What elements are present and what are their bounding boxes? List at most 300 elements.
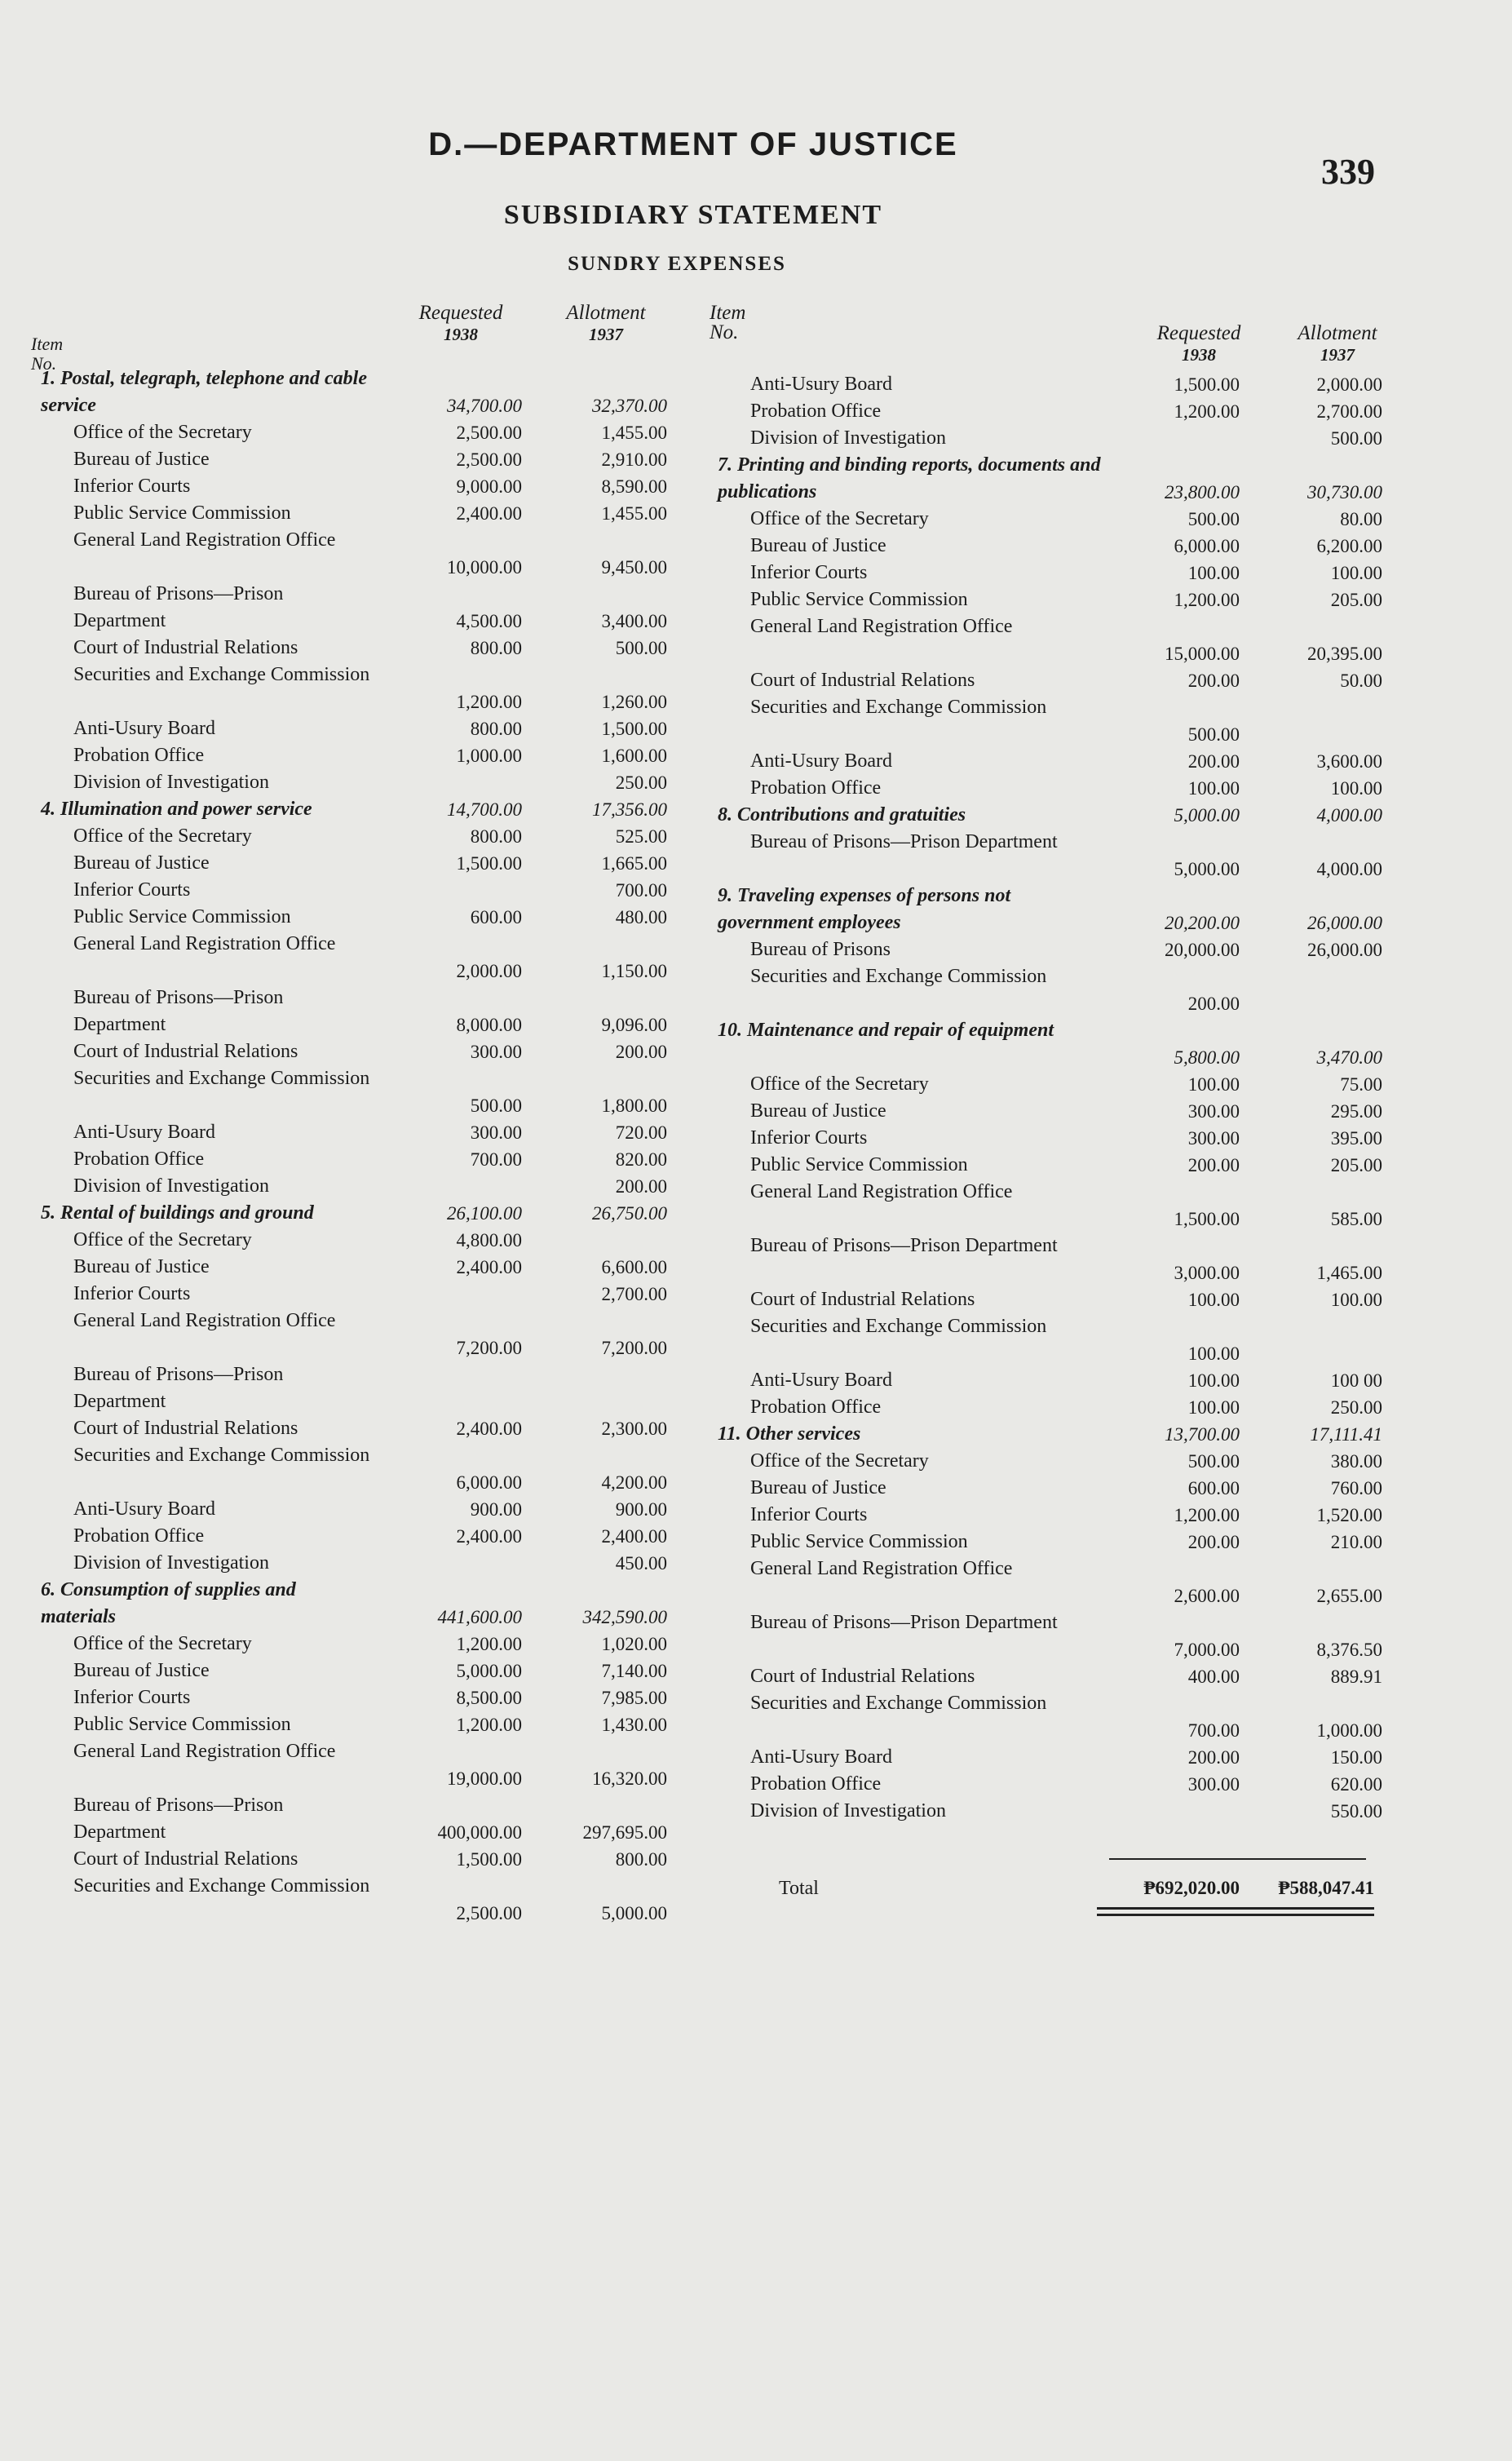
allotment-value: 1,150.00 [601,961,667,981]
ledger-row [41,1738,742,1792]
requested-value: 100.00 [1187,1370,1240,1391]
ledger-row [41,1846,742,1873]
ledger-row [718,613,1419,667]
allotment-value: 250.00 [1330,1397,1382,1418]
allotment-year: 1937 [1320,345,1355,365]
requested-value: 1,500.00 [456,853,522,874]
office-label: Bureau of Justice [73,1256,210,1277]
allotment-value: 250.00 [615,772,667,793]
allotment-value: 395.00 [1330,1128,1382,1149]
requested-value: 100.00 [1187,1290,1240,1310]
office-label: Anti-Usury Board [750,374,892,395]
requested-value: 100.00 [1187,1074,1240,1095]
allotment-value: 205.00 [1330,1155,1382,1175]
allotment-value: 342,590.00 [582,1607,667,1627]
ledger-row [718,1367,1419,1394]
ledger-row [718,398,1419,425]
requested-value: 5,000.00 [456,1661,522,1681]
ledger-row [41,931,742,985]
category-label: 6. Consumption of supplies and materials [41,1579,296,1627]
ledger-row [41,769,742,796]
allotment-value: 1,800.00 [601,1095,667,1116]
requested-value: 1,500.00 [1174,1209,1240,1229]
ledger-row [41,662,742,715]
department-heading: D.—DEPARTMENT OF JUSTICE [428,126,958,162]
requested-value: 15,000.00 [1165,644,1240,664]
allotment-value: 500.00 [1330,428,1382,449]
allotment-value: 2,700.00 [601,1284,667,1304]
allotment-value: 1,520.00 [1316,1505,1382,1525]
allotment-value: 100 00 [1330,1370,1382,1391]
office-label: Court of Industrial Relations [73,1848,298,1870]
office-label: General Land Registration Office [73,933,336,954]
category-label: 11. Other services [718,1423,861,1445]
office-label: Court of Industrial Relations [73,1041,298,1062]
category-row [41,1200,742,1227]
allotment-value: 3,470.00 [1316,1047,1382,1068]
requested-value: 300.00 [1187,1774,1240,1795]
requested-value: 100.00 [1187,1343,1240,1364]
ledger-row [41,1038,742,1065]
allotment-value: 6,600.00 [601,1257,667,1277]
ledger-row [41,1281,742,1308]
office-label: Public Service Commission [73,502,291,524]
allotment-value: 2,300.00 [601,1419,667,1439]
allotment-value: 1,260.00 [601,692,667,712]
office-label: Court of Industrial Relations [750,670,975,691]
requested-value: 500.00 [1187,724,1240,745]
requested-label: Requested [418,302,503,324]
office-label: Public Service Commission [73,906,291,927]
category-row [41,1577,742,1631]
requested-year: 1938 [444,325,478,344]
office-label: Office of the Secretary [73,1229,252,1250]
requested-value: 26,100.00 [447,1203,522,1224]
allotment-value: 200.00 [615,1042,667,1062]
ledger-row [41,635,742,662]
allotment-value: 30,730.00 [1307,482,1382,502]
office-label: Securities and Exchange Commission [73,1445,370,1466]
office-label: Inferior Courts [73,1687,191,1708]
total-double-rule-2 [1097,1914,1374,1916]
category-row [718,1421,1419,1448]
office-label: Securities and Exchange Commission [750,1693,1047,1714]
requested-value: 300.00 [1187,1128,1240,1149]
requested-header-left [400,302,522,346]
requested-value: 14,700.00 [447,799,522,820]
allotment-value: 1,020.00 [601,1634,667,1654]
allotment-value: 8,376.50 [1316,1640,1382,1660]
requested-year: 1938 [1182,345,1216,365]
ledger-row [718,1798,1419,1825]
ledger-row [41,1442,742,1496]
allotment-value: 7,140.00 [601,1661,667,1681]
allotment-value: 500.00 [615,638,667,658]
requested-value: 700.00 [1187,1720,1240,1741]
requested-value: 2,600.00 [1174,1586,1240,1606]
ledger-row [718,1502,1419,1529]
requested-value: 100.00 [1187,1397,1240,1418]
requested-value: 200.00 [1187,1155,1240,1175]
total-allotment: ₱588,047.41 [1278,1878,1374,1898]
ledger-row [718,371,1419,398]
allotment-value: 1,455.00 [601,423,667,443]
ledger-row [41,1658,742,1684]
office-label: Bureau of Prisons—Prison Department [750,831,1058,852]
allotment-value: 700.00 [615,880,667,901]
office-label: Inferior Courts [73,1283,191,1304]
ledger-row [41,1361,742,1415]
requested-value: 500.00 [1187,509,1240,529]
office-label: Securities and Exchange Commission [750,966,1047,987]
allotment-value: 900.00 [615,1499,667,1520]
requested-value: 4,800.00 [456,1230,522,1250]
category-row [718,1017,1419,1071]
office-label: Inferior Courts [73,476,191,497]
ledger-row [41,1873,742,1927]
requested-value: 800.00 [470,638,522,658]
office-label: Division of Investigation [73,772,269,793]
category-row [718,802,1419,829]
requested-value: 7,200.00 [456,1338,522,1358]
office-label: Division of Investigation [750,1800,946,1821]
office-label: Bureau of Prisons—Prison Department [750,1612,1058,1633]
office-label: Probation Office [750,777,882,799]
office-label: Office of the Secretary [73,422,252,443]
allotment-value: 210.00 [1330,1532,1382,1552]
allotment-value: 26,000.00 [1307,940,1382,960]
ledger-row [718,506,1419,533]
requested-value: 1,200.00 [1174,1505,1240,1525]
allotment-label: Allotment [1298,322,1377,344]
allotment-value: 7,985.00 [601,1688,667,1708]
allotment-value: 9,096.00 [601,1015,667,1035]
allotment-value: 800.00 [615,1849,667,1870]
ledger-row [41,500,742,527]
allotment-value: 1,455.00 [601,503,667,524]
allotment-value: 1,600.00 [601,746,667,766]
ledger-row [718,829,1419,883]
allotment-value: 889.91 [1330,1666,1382,1687]
requested-value: 900.00 [470,1499,522,1520]
allotment-value: 150.00 [1330,1747,1382,1768]
ledger-row [718,1475,1419,1502]
office-label: Bureau of Justice [750,535,886,556]
requested-value: 300.00 [470,1122,522,1143]
allotment-value: 100.00 [1330,1290,1382,1310]
ledger-row [41,877,742,904]
requested-value: 2,500.00 [456,1903,522,1923]
ledger-row [41,446,742,473]
office-label: Probation Office [750,401,882,422]
total-double-rule-1 [1097,1907,1374,1910]
office-label: Court of Industrial Relations [73,1418,298,1439]
requested-value: 1,200.00 [456,692,522,712]
ledger-row [41,1684,742,1711]
requested-value: 700.00 [470,1149,522,1170]
office-label: Securities and Exchange Commission [750,1316,1047,1337]
allotment-label: Allotment [566,302,646,324]
office-label: Court of Industrial Relations [73,637,298,658]
office-label: Bureau of Justice [73,852,210,874]
allotment-value: 4,200.00 [601,1472,667,1493]
section-title: SUNDRY EXPENSES [568,253,786,275]
office-label: General Land Registration Office [73,1741,336,1762]
allotment-value: 820.00 [615,1149,667,1170]
requested-value: 34,700.00 [447,396,522,416]
office-label: Bureau of Justice [750,1100,886,1122]
category-label: 8. Contributions and gratuities [718,804,966,825]
ledger-row [718,1448,1419,1475]
office-label: Division of Investigation [73,1175,269,1197]
requested-value: 3,000.00 [1174,1263,1240,1283]
office-label: Bureau of Justice [750,1477,886,1498]
office-label: Bureau of Prisons—Prison Department [73,583,284,631]
right-ledger-column [718,371,1419,1825]
requested-value: 200.00 [1187,751,1240,772]
ledger-row [41,473,742,500]
office-label: Office of the Secretary [750,1450,929,1472]
office-label: Anti-Usury Board [73,1122,215,1143]
requested-value: 400.00 [1187,1666,1240,1687]
allotment-value: 80.00 [1340,509,1382,529]
statement-title: SUBSIDIARY STATEMENT [503,200,883,230]
total-requested: ₱692,020.00 [1143,1878,1240,1898]
requested-value: 2,400.00 [456,1526,522,1547]
allotment-value: 450.00 [615,1553,667,1574]
ledger-row [718,1771,1419,1798]
requested-label: Requested [1156,322,1241,344]
ledger-row [41,1711,742,1738]
item-no-header-left: Item No. [31,334,64,374]
requested-value: 600.00 [470,907,522,927]
requested-value: 1,500.00 [456,1849,522,1870]
ledger-row [41,1415,742,1442]
ledger-row [718,1690,1419,1744]
allotment-value: 26,750.00 [592,1203,667,1224]
office-label: Securities and Exchange Commission [73,1068,370,1089]
office-label: Inferior Courts [750,562,868,583]
allotment-value: 480.00 [615,907,667,927]
allotment-value: 1,500.00 [601,719,667,739]
office-label: Securities and Exchange Commission [73,664,370,685]
office-label: Division of Investigation [73,1552,269,1574]
allotment-value: 100.00 [1330,563,1382,583]
allotment-value: 6,200.00 [1316,536,1382,556]
ledger-row [41,1308,742,1361]
office-label: Bureau of Prisons—Prison Department [750,1235,1058,1256]
ledger-row [41,1496,742,1523]
requested-value: 7,000.00 [1174,1640,1240,1660]
ledger-row [718,1179,1419,1233]
requested-value: 9,000.00 [456,476,522,497]
ledger-row [41,1792,742,1846]
ledger-row [718,1233,1419,1286]
allotment-value: 2,000.00 [1316,374,1382,395]
requested-value: 5,000.00 [1174,859,1240,879]
requested-value: 1,200.00 [1174,590,1240,610]
allotment-value: 2,655.00 [1316,1586,1382,1606]
category-label: 7. Printing and binding reports, documents and publications [718,454,1101,502]
allotment-value: 760.00 [1330,1478,1382,1498]
office-label: Inferior Courts [750,1127,868,1149]
total-label: Total [779,1878,819,1899]
ledger-row [718,1098,1419,1125]
requested-value: 400,000.00 [437,1822,522,1843]
allotment-value: 100.00 [1330,778,1382,799]
ledger-row [41,1119,742,1146]
requested-value: 500.00 [470,1095,522,1116]
requested-value: 23,800.00 [1165,482,1240,502]
allotment-value: 17,356.00 [592,799,667,820]
requested-value: 1,000.00 [456,746,522,766]
office-label: Public Service Commission [750,1154,968,1175]
office-label: Office of the Secretary [73,1633,252,1654]
ledger-row [718,1286,1419,1313]
office-label: Probation Office [73,1525,205,1547]
office-label: Probation Office [73,745,205,766]
allotment-value: 2,700.00 [1316,401,1382,422]
category-label: 1. Postal, telegraph, telephone and cable service [41,368,367,416]
requested-value: 20,000.00 [1165,940,1240,960]
allotment-value: 297,695.00 [582,1822,667,1843]
requested-header-right [1138,322,1260,366]
requested-value: 441,600.00 [437,1607,522,1627]
allotment-value: 1,465.00 [1316,1263,1382,1283]
requested-value: 19,000.00 [447,1768,522,1789]
ledger-row [718,1125,1419,1152]
office-label: Court of Industrial Relations [750,1289,975,1310]
allotment-value: 380.00 [1330,1451,1382,1472]
allotment-value: 5,000.00 [601,1903,667,1923]
office-label: Anti-Usury Board [750,1370,892,1391]
allotment-value: 550.00 [1330,1801,1382,1821]
requested-value: 2,400.00 [456,503,522,524]
office-label: Court of Industrial Relations [750,1666,975,1687]
requested-value: 5,000.00 [1174,805,1240,825]
office-label: General Land Registration Office [750,1181,1013,1202]
office-label: General Land Registration Office [73,529,336,551]
ledger-row [41,581,742,635]
category-row [41,365,742,419]
allotment-value: 4,000.00 [1316,859,1382,879]
office-label: Probation Office [750,1773,882,1795]
ledger-row [41,1146,742,1173]
office-label: Inferior Courts [750,1504,868,1525]
requested-value: 800.00 [470,826,522,847]
office-label: Anti-Usury Board [750,750,892,772]
allotment-header-left [545,302,667,346]
allotment-value: 9,450.00 [601,557,667,578]
allotment-header-right [1276,322,1399,366]
allotment-value: 620.00 [1330,1774,1382,1795]
allotment-value: 205.00 [1330,590,1382,610]
ledger-row [718,694,1419,748]
allotment-value: 32,370.00 [592,396,667,416]
office-label: Bureau of Prisons—Prison Department [73,987,284,1035]
office-label: Public Service Commission [73,1714,291,1735]
allotment-value: 4,000.00 [1316,805,1382,825]
allotment-value: 585.00 [1330,1209,1382,1229]
ledger-row [41,715,742,742]
allotment-value: 17,111.41 [1310,1424,1382,1445]
office-label: General Land Registration Office [750,1558,1013,1579]
ledger-row [41,823,742,850]
ledger-row [41,742,742,769]
ledger-row [41,1173,742,1200]
requested-value: 13,700.00 [1165,1424,1240,1445]
requested-value: 2,400.00 [456,1419,522,1439]
requested-value: 2,000.00 [456,961,522,981]
ledger-row [718,560,1419,586]
allotment-value: 2,400.00 [601,1526,667,1547]
requested-value: 10,000.00 [447,557,522,578]
category-row [41,796,742,823]
requested-value: 2,500.00 [456,423,522,443]
requested-value: 6,000.00 [1174,536,1240,556]
item-no-header-right: Item No. [710,302,746,343]
office-label: Bureau of Justice [73,1660,210,1681]
requested-value: 800.00 [470,719,522,739]
office-label: Securities and Exchange Commission [750,697,1047,718]
ledger-row [718,1609,1419,1663]
office-label: Office of the Secretary [750,1073,929,1095]
requested-value: 300.00 [1187,1101,1240,1122]
ledger-row [718,667,1419,694]
office-label: Securities and Exchange Commission [73,1875,370,1897]
allotment-value: 1,430.00 [601,1715,667,1735]
ledger-row [41,985,742,1038]
requested-value: 500.00 [1187,1451,1240,1472]
requested-value: 200.00 [1187,994,1240,1014]
requested-value: 600.00 [1187,1478,1240,1498]
ledger-row [718,1394,1419,1421]
office-label: Inferior Courts [73,879,191,901]
requested-value: 2,400.00 [456,1257,522,1277]
requested-value: 1,200.00 [456,1715,522,1735]
category-label: 10. Maintenance and repair of equipment [718,1020,1054,1041]
ledger-row [41,527,742,581]
allotment-value: 1,000.00 [1316,1720,1382,1741]
ledger-row [41,1631,742,1658]
allotment-value: 525.00 [615,826,667,847]
ledger-row [718,1556,1419,1609]
office-label: Bureau of Justice [73,449,210,470]
category-label: 4. Illumination and power service [41,799,312,820]
total-rule-top [1109,1858,1366,1860]
requested-value: 300.00 [470,1042,522,1062]
allotment-value: 3,600.00 [1316,751,1382,772]
allotment-value: 16,320.00 [592,1768,667,1789]
category-label: 5. Rental of buildings and ground [41,1202,314,1224]
ledger-row [718,586,1419,613]
requested-value: 1,200.00 [456,1634,522,1654]
ledger-row [41,1550,742,1577]
requested-value: 5,800.00 [1174,1047,1240,1068]
office-label: Public Service Commission [750,1531,968,1552]
allotment-value: 200.00 [615,1176,667,1197]
allotment-value: 295.00 [1330,1101,1382,1122]
allotment-value: 1,665.00 [601,853,667,874]
ledger-row [41,1065,742,1119]
office-label: Bureau of Prisons—Prison Department [73,1364,284,1412]
office-label: Anti-Usury Board [750,1746,892,1768]
requested-value: 8,500.00 [456,1688,522,1708]
allotment-value: 3,400.00 [601,611,667,631]
allotment-year: 1937 [589,325,623,344]
office-label: Office of the Secretary [750,508,929,529]
ledger-row [41,1523,742,1550]
